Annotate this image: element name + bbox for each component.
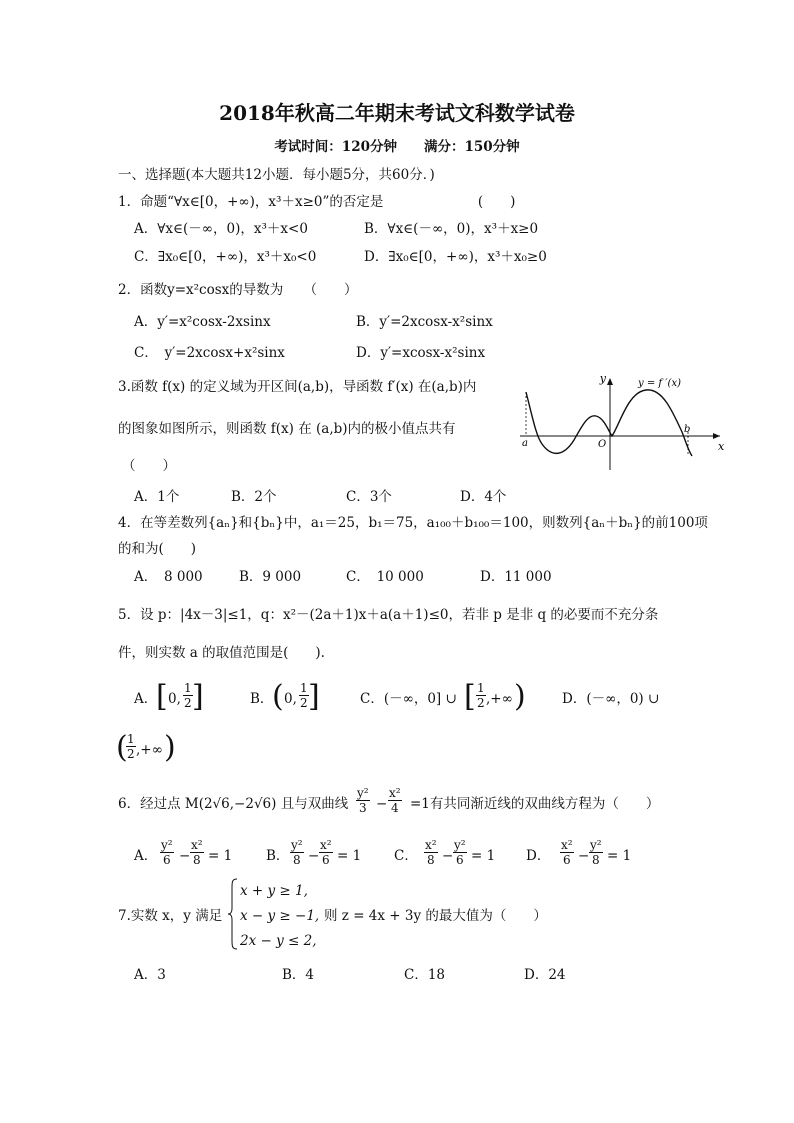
q5-option-b-label: B． — [250, 691, 274, 707]
q6-opt-d-eq: = 1 — [607, 848, 632, 864]
q6-opt-d-minus: − — [578, 848, 590, 864]
q2-stem: 2．函数y=x²cosx的导数为 （ ） — [118, 282, 358, 298]
q2-option-d: D．y′=xcosx-x²sinx — [356, 345, 486, 361]
q1-option-b: B．∀x∈(－∞，0)，x³＋x≥0 — [364, 221, 539, 237]
q5-option-d-label: D．(－∞，0) ∪ — [562, 691, 660, 707]
q3-option-b: B．2个 — [231, 489, 277, 505]
exam-page: 2018年秋高二年期末考试文科数学试卷 考试时间：120分钟 满分：150分钟 一、选择题(本大题共12小题．每小题5分，共60分．) 1．命题“∀x∈[0，+∞)，x³＋x≥0”的否定是 ( ) A．∀x∈(－∞，0)，x³＋x<0 B．∀x∈(－∞，0)，x³＋x≥0 C．∃x₀∈[0，+∞)，x³＋x₀<0 D．∃x₀∈[0，+∞)，x³＋x₀≥0 2．函数y=x²cosx的导数为 （ ） A．y′=x²cosx-2xsinx B．y′=2xcosx-x²sinx C． y′=2xcosx+x²sinx D．y′=xcosx-x²sinx 3.函数 f(x) 的定义域为开区间(a,b)，导函数 f′(x) 在(a,b)内 的图象如图所示，则函数 f(x) 在 (a,b)内的极小值点共有 （ ） A．1个 B．2个 C．3个 D．4个 y x a O b y = f ′(x) 4．在等差数列{aₙ}和{bₙ}中，a₁＝25，b₁＝75，a₁₀₀＋b₁₀₀＝100，则数列{aₙ＋bₙ}的前100项 的和为( ) A． 8 000 B．9 000 C． 10 000 D．11 000 5．设 p：|4x－3|≤1，q：x²－(2a＋1)x＋a(a＋1)≤0，若非 p 是非 q 的必要而不充分条 件，则实数 a 的取值范围是( ). A． [ 0, $\frac{1}{2}$ ] B． ( 0, $\frac{1}{2}$ ] C．(－∞，0] ∪ [ $\frac{1}{2}$ ,+∞ ) D．(－∞，0) ∪ ( $\frac{1}{2}$ ,+∞ ) 6．经过点 M(2√6,−2√6) 且与双曲线 $\frac{\text{y²}}{3}$ − $\frac{\text{x²}}{4}$ =1有共同渐近线的双曲线方程为（ ） A． $\frac{\text{y²}}{6}$ − $\frac{\text{x²}}{8}$ = 1 B． $\frac{\text{y²}}{8}$ − $\frac{\text{x²}}{6}$ = 1 C． $\frac{\text{x²}}{8}$ − $\frac{\text{y²}}{6}$ = 1 D． $\frac{\text{x²}}{6}$ − $\frac{\text{y²}}{8}$ = 1 7.实数 x，y 满足 x + y ≥ 1, x − y ≥ −1, 2x − y ≤ 2, 则 z = 4x + 3y 的最大值为（ ） A．3 B．4 C．18 D．24 — [0, 0, 794, 1123]
q2-option-b: B．y′=2xcosx-x²sinx — [356, 314, 493, 330]
q6-stem-frac2: $\frac{\text{x²}}{4}$ — [389, 786, 401, 815]
q4-line1: 4．在等差数列{aₙ}和{bₙ}中，a₁＝25，b₁＝75，a₁₀₀＋b₁₀₀＝100，则数列{aₙ＋bₙ}的前100项 — [118, 515, 708, 531]
graph-point-b: b — [684, 424, 691, 435]
q6-option-a-label: A． — [134, 848, 158, 864]
q6-stem-post: =1有共同渐近线的双曲线方程为（ ） — [410, 796, 660, 812]
q2-option-c: C． y′=2xcosx+x²sinx — [134, 345, 285, 361]
q5-option-b-half: $\frac{1}{2}$ — [300, 681, 308, 710]
q5-option-c-tail: ,+∞ — [486, 691, 513, 707]
q5-option-c-half: $\frac{1}{2}$ — [477, 681, 485, 710]
q7-option-c: C．18 — [404, 967, 446, 983]
q5-line2: 件，则实数 a 的取值范围是( ). — [118, 645, 325, 661]
q7-system-line2: x − y ≥ −1, — [240, 908, 320, 924]
q6-opt-c-minus: − — [442, 848, 454, 864]
q6-option-c-label: C． — [394, 848, 418, 864]
q6-opt-b-minus: − — [308, 848, 320, 864]
q6-opt-b-f2: $\frac{\text{x²}}{6}$ — [320, 838, 332, 867]
graph-axis-x: x — [718, 440, 725, 453]
q5-option-a-interval: 0, — [168, 691, 181, 707]
q7-option-a: A．3 — [134, 967, 166, 983]
q5-line1: 5．设 p：|4x－3|≤1，q：x²－(2a＋1)x＋a(a＋1)≤0，若非 p 是非 q 的必要而不充分条 — [118, 607, 659, 623]
q6-opt-d-f2: $\frac{\text{y²}}{8}$ — [590, 838, 602, 867]
q6-opt-c-f1: $\frac{\text{x²}}{8}$ — [425, 838, 437, 867]
q7-system-line3: 2x − y ≤ 2, — [240, 933, 317, 949]
exam-title: 2018年秋高二年期末考试文科数学试卷 — [219, 101, 575, 125]
graph-point-a: a — [522, 438, 528, 449]
q5-option-a-label: A． — [134, 691, 158, 707]
q4-option-c: C． 10 000 — [346, 569, 424, 585]
q7-stem-post: 则 z = 4x + 3y 的最大值为（ ） — [324, 908, 547, 924]
q5-option-b-interval: 0, — [284, 691, 297, 707]
q6-opt-a-eq: = 1 — [208, 848, 233, 864]
q3-option-a: A．1个 — [134, 489, 180, 505]
section-heading: 一、选择题(本大题共12小题．每小题5分，共60分．) — [118, 167, 435, 183]
q6-option-d-label: D． — [526, 848, 551, 864]
q6-opt-a-f2: $\frac{\text{x²}}{8}$ — [191, 838, 203, 867]
q1-option-d: D．∃x₀∈[0，+∞)，x³＋x₀≥0 — [364, 249, 547, 265]
q1-stem: 1．命题“∀x∈[0，+∞)，x³＋x≥0”的否定是 ( ) — [118, 194, 516, 210]
q6-opt-b-f1: $\frac{\text{y²}}{8}$ — [291, 838, 303, 867]
q3-line2: 的图象如图所示，则函数 f(x) 在 (a,b)内的极小值点共有 — [118, 421, 456, 437]
q7-system-brace — [228, 878, 238, 950]
graph-curve-label: y = f ′(x) — [638, 378, 681, 389]
q4-option-b: B．9 000 — [239, 569, 302, 585]
q3-option-c: C．3个 — [346, 489, 392, 505]
q1-option-c: C．∃x₀∈[0，+∞)，x³＋x₀<0 — [134, 249, 317, 265]
q6-stem-pre: 6．经过点 M(2√6,−2√6) 且与双曲线 — [118, 796, 349, 812]
q4-line2: 的和为( ) — [118, 541, 197, 557]
q5-option-a-half: $\frac{1}{2}$ — [184, 681, 192, 710]
q1-option-a: A．∀x∈(－∞，0)，x³＋x<0 — [134, 221, 308, 237]
exam-subtitle: 考试时间：120分钟 满分：150分钟 — [274, 139, 520, 155]
q3-option-d: D．4个 — [460, 489, 507, 505]
q6-stem-frac1: $\frac{\text{y²}}{3}$ — [357, 786, 369, 815]
q5-option-d-tail: ,+∞ — [136, 742, 163, 758]
graph-origin: O — [598, 439, 607, 450]
graph-axis-y: y — [599, 372, 606, 385]
q6-opt-b-eq: = 1 — [337, 848, 362, 864]
q3-line3: （ ） — [122, 458, 176, 474]
q4-option-d: D．11 000 — [480, 569, 552, 585]
q6-opt-a-f1: $\frac{\text{y²}}{6}$ — [161, 838, 173, 867]
q7-stem-pre: 7.实数 x，y 满足 — [118, 908, 223, 924]
q5-option-d-half: $\frac{1}{2}$ — [127, 732, 135, 761]
q7-option-d: D．24 — [524, 967, 566, 983]
q6-stem-minus: − — [376, 796, 388, 812]
q6-opt-c-f2: $\frac{\text{y²}}{6}$ — [454, 838, 466, 867]
q6-option-b-label: B． — [266, 848, 290, 864]
q5-option-c-label: C．(－∞，0] ∪ — [360, 691, 457, 707]
q2-option-a: A．y′=x²cosx-2xsinx — [134, 314, 271, 330]
derivative-graph — [512, 370, 726, 478]
q6-opt-d-f1: $\frac{\text{x²}}{6}$ — [561, 838, 573, 867]
q6-opt-c-eq: = 1 — [471, 848, 496, 864]
q4-option-a: A． 8 000 — [134, 569, 203, 585]
q7-option-b: B．4 — [282, 967, 315, 983]
q3-line1: 3.函数 f(x) 的定义域为开区间(a,b)，导函数 f′(x) 在(a,b)内 — [118, 379, 477, 395]
q6-opt-a-minus: − — [179, 848, 191, 864]
q7-system-line1: x + y ≥ 1, — [240, 883, 308, 899]
